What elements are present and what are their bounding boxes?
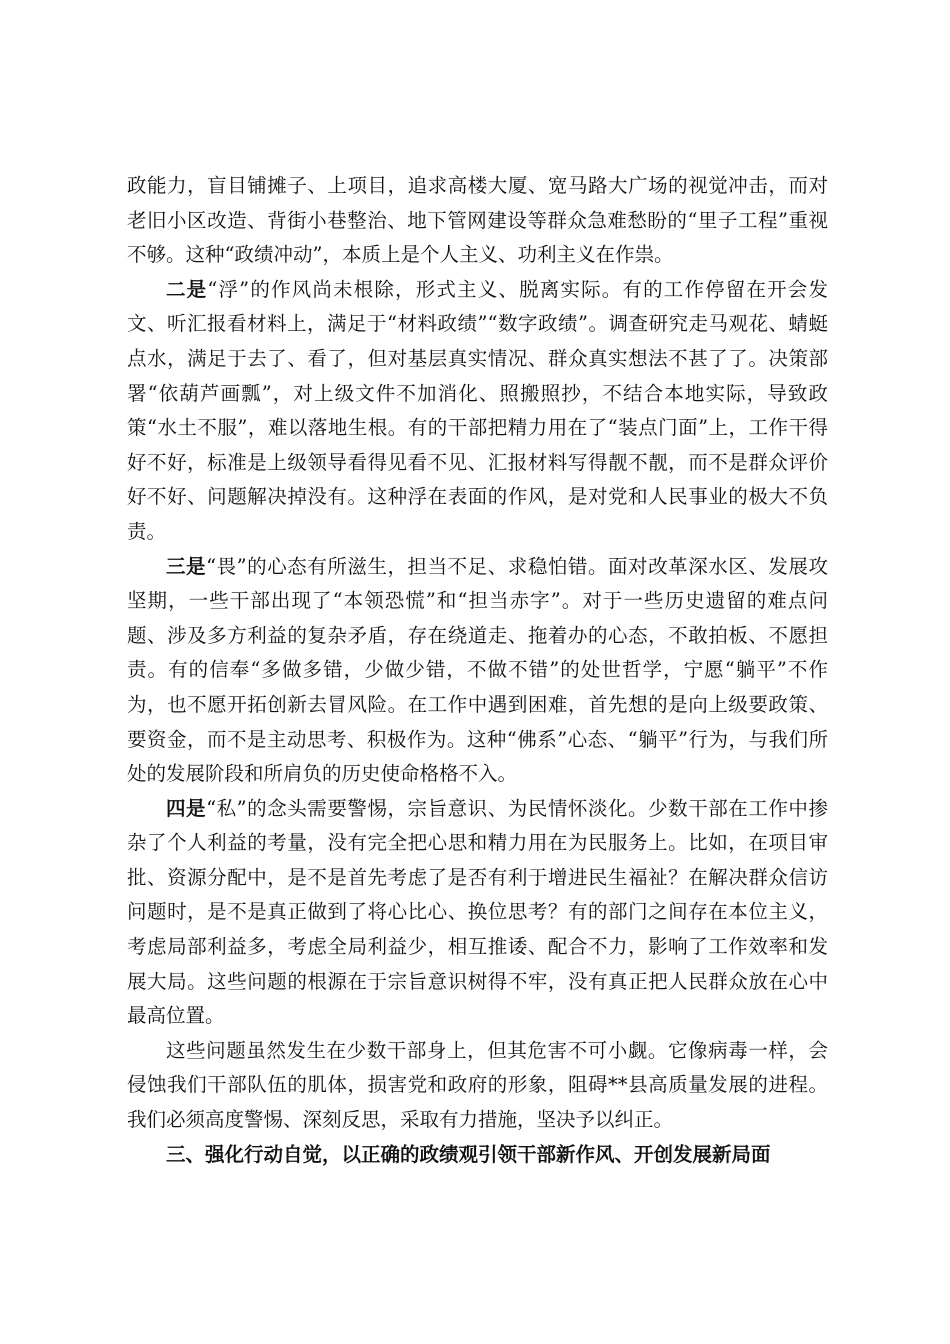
paragraph-lead: 四是 [166,796,207,820]
paragraph-fu [127,273,828,550]
paragraph-lead: 二是 [166,277,208,301]
paragraph-text: “私”的念头需要警惕，宗旨意识、为民情怀淡化。少数干部在工作中掺杂了个人利益的考量，没有完全把心思和精力用在为民服务上。比如，在项目审批、资源分配中，是不是首先考虑了是否有利于增进民生福祉？在解决群众信访问题时，是不是真正做到了将心比心、换位思考？有的部门之间存在本位主义，考虑局部利益多，考虑全局利益少，相互推诿、配合不力，影响了工作效率和发展大局。这些问题的根源在于宗旨意识树得不牢，没有真正把人民群众放在心中最高位置。 [127,796,828,1028]
paragraph-continuation: 政能力，盲目铺摊子、上项目，追求高楼大厦、宽马路大广场的视觉冲击，而对老旧小区改造、背街小巷整治、地下管网建设等群众急难愁盼的“里子工程”重视不够。这种“政绩冲动”，本质上是个人主义、功利主义在作祟。 [127,174,828,267]
paragraph-text: “畏”的心态有所滋生，担当不足、求稳怕错。面对改革深水区、发展攻坚期，一些干部出现了“本领恐慌”和“担当赤字”。对于一些历史遗留的难点问题、涉及多方利益的复杂矛盾，存在绕道走、拖着办的心态，不敢拍板、不愿担责。有的信奉“多做多错，少做少错，不做不错”的处世哲学，宁愿“躺平”不作为，也不愿开拓创新去冒风险。在工作中遇到困难，首先想的是向上级要政策、要资金，而不是主动思考、积极作为。这种“佛系”心态、“躺平”行为，与我们所处的发展阶段和所肩负的历史使命格格不入。 [127,554,828,786]
paragraph-wei [127,550,828,792]
section-heading: 三、强化行动自觉，以正确的政绩观引领干部新作风、开创发展新局面 [166,1142,771,1166]
paragraph-text: “浮”的作风尚未根除，形式主义、脱离实际。有的工作停留在开会发文、听汇报看材料上，满足于“材料政绩”“数字政绩”。调查研究走马观花、蜻蜓点水，满足于去了、看了，但对基层真实情况、群众真实想法不甚了了。决策部署“依葫芦画瓢”，对上级文件不加消化、照搬照抄，不结合本地实际，导致政策“水土不服”，难以落地生根。有的干部把精力用在了“装点门面”上，工作干得好不好，标准是上级领导看得见看不见、汇报材料写得靓不靓，而不是群众评价好不好、问题解决掉没有。这种浮在表面的作风，是对党和人民事业的极大不负责。 [127,277,828,543]
paragraph-si [127,792,828,1034]
paragraph-summary: 这些问题虽然发生在少数干部身上，但其危害不可小觑。它像病毒一样，会侵蚀我们干部队伍的肌体，损害党和政府的形象，阻碍**县高质量发展的进程。我们必须高度警惕、深刻反思，采取有力措施，坚决予以纠正。 [127,1038,828,1132]
document-body [127,169,828,1172]
paragraph-lead: 三是 [166,554,207,578]
